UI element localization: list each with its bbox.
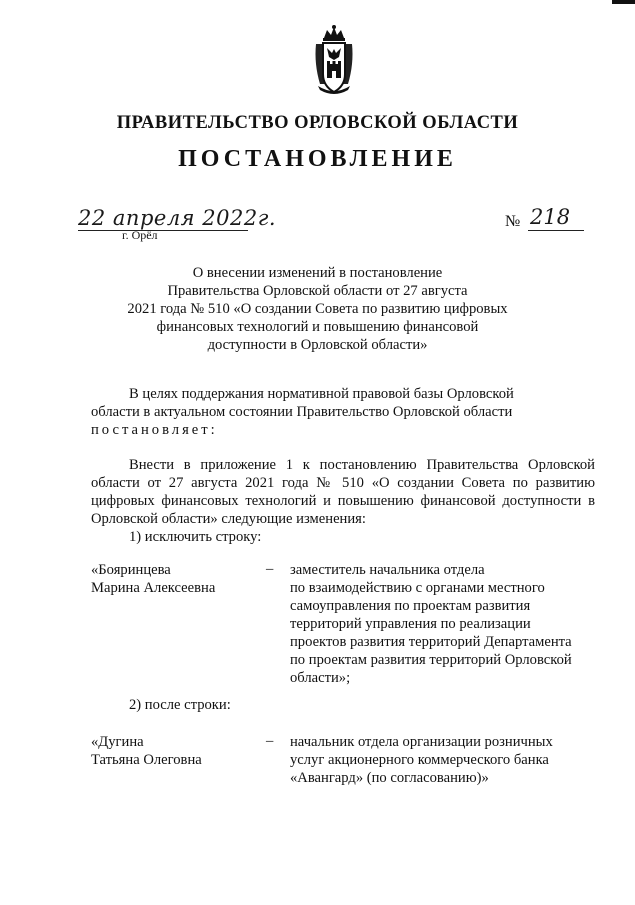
item-2-after: 2) после строки: <box>129 697 231 713</box>
title-line: 2021 года № 510 «О создании Совета по развитию цифровых <box>127 301 508 317</box>
amendment-paragraph: Внести в приложение 1 к постановлению Правительства Орловской области от 27 августа 2021 года № 510 «О создании Совета по развитию цифровых финансовых технологий и повышению финансовой доступности в Орловской области» следующие изменения: <box>91 457 595 527</box>
entry-name-line: «Бояринцева <box>91 562 171 578</box>
entry-position-line: услуг акционерного коммерческого банка <box>290 752 549 768</box>
item-1-exclude: 1) исключить строку: <box>129 529 262 545</box>
entry-1-dash: – <box>266 561 274 577</box>
entry-position-line: по проектам развития территорий Орловской <box>290 652 572 668</box>
entry-position-line: начальник отдела организации розничных <box>290 734 553 750</box>
orel-region-coat-of-arms-icon <box>312 24 356 96</box>
preamble-paragraph <box>91 385 595 439</box>
entry-position-line: «Авангард» (по согласованию)» <box>290 770 489 786</box>
date-underline <box>78 230 248 231</box>
preamble-line-1: В целях поддержания нормативной правовой базы Орловской <box>129 386 514 402</box>
number-sign: № <box>505 213 521 230</box>
entry-name-line: Татьяна Олеговна <box>91 752 202 768</box>
entry-position-line: по взаимодействию с органами местного <box>290 580 545 596</box>
preamble-line-2: области в актуальном состоянии Правительство Орловской области <box>91 404 513 420</box>
scan-edge-mark <box>612 0 635 4</box>
entry-2-name <box>91 733 202 769</box>
title-line: финансовых технологий и повышению финансовой <box>156 319 479 335</box>
title-line: доступности в Орловской области» <box>207 337 428 353</box>
document-type: ПОСТАНОВЛЕНИЕ <box>178 146 457 172</box>
entry-1-name <box>91 561 215 597</box>
entry-name-line: «Дугина <box>91 734 144 750</box>
entry-position-line: области»; <box>290 670 351 686</box>
entry-position-line: территорий управления по реализации <box>290 616 531 632</box>
decree-title <box>100 264 535 354</box>
entry-name-line: Марина Алексеевна <box>91 580 216 596</box>
entry-position-line: самоуправления по проектам развития <box>290 598 531 614</box>
entry-2-dash: – <box>266 733 274 749</box>
title-line: О внесении изменений в постановление <box>192 265 443 281</box>
handwritten-date: 22 апреля 2022г. <box>78 206 276 230</box>
preamble-resolves: постановляет: <box>91 422 218 438</box>
entry-position-line: проектов развития территорий Департамента <box>290 634 572 650</box>
entry-position-line: заместитель начальника отдела <box>290 562 485 578</box>
number-underline <box>528 230 584 231</box>
government-name: ПРАВИТЕЛЬСТВО ОРЛОВСКОЙ ОБЛАСТИ <box>116 113 519 133</box>
city-label: г. Орёл <box>122 228 158 242</box>
entry-1-position <box>290 561 610 687</box>
handwritten-number: 218 <box>530 205 571 229</box>
entry-2-position <box>290 733 610 787</box>
title-line: Правительства Орловской области от 27 августа <box>167 283 468 299</box>
